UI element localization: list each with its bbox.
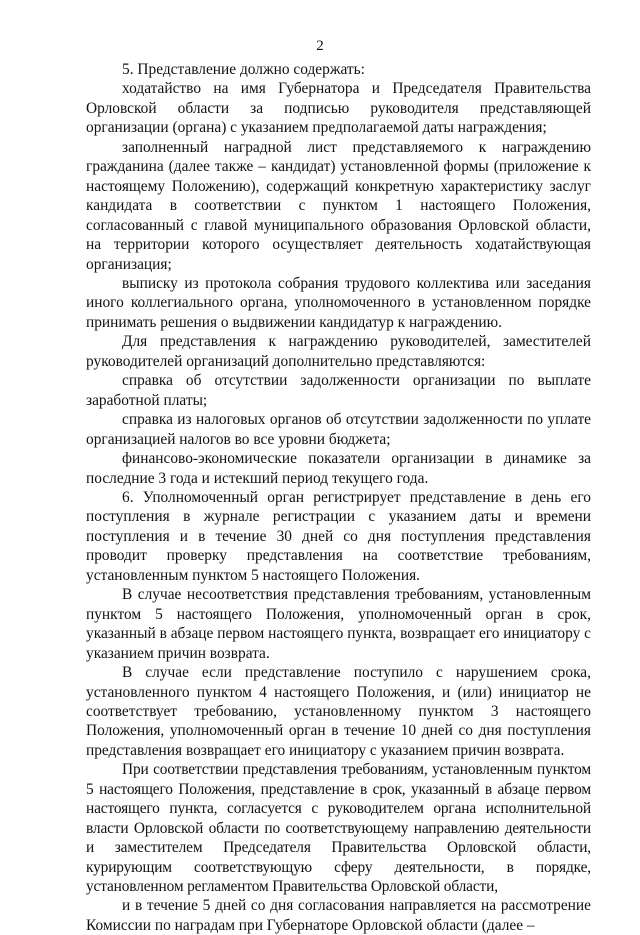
paragraph-award-sheet: заполненный наградной лист представляемого к награждению гражданина (далее также – кандидат) установленной формы (приложение к настоящему Положению), содержащий конкретную характеристику заслуг кандидата в соответствии с пунктом 1 настоящего Положения, согласованный с главой муниципального образования Орловской области, на территории которого осуществляет деятельность ходатайствующая организация; xyxy=(86,138,591,273)
paragraph-salary-certificate: справка об отсутствии задолженности организации по выплате заработной платы; xyxy=(86,372,591,409)
paragraph-petition: ходатайство на имя Губернатора и Председателя Правительства Орловской области за подписью руководителя представляющей организации (органа) с указанием предполагаемой даты награждения; xyxy=(86,80,591,137)
paragraph-managers-additional: Для представления к награждению руководителей, заместителей руководителей организаций дополнительно представляются: xyxy=(86,333,591,370)
document-body xyxy=(86,60,591,935)
paragraph-protocol-extract: выписку из протокола собрания трудового коллектива или заседания иного коллегиального органа, уполномоченного в установленном порядке принимать решения о выдвижении кандидатур к награждению. xyxy=(86,274,591,331)
paragraph-6-registration: 6. Уполномоченный орган регистрирует представление в день его поступления в журнале регистрации с указанием даты и времени поступления и в течение 30 дней со дня поступления представления проводит проверку представления на соответствие требованиям, установленным пунктом 5 настоящего Положения. xyxy=(86,488,591,584)
paragraph-commission-referral: и в течение 5 дней со дня согласования направляется на рассмотрение Комиссии по наградам при Губернаторе Орловской области (далее – xyxy=(86,897,591,934)
paragraph-tax-certificate: справка из налоговых органов об отсутствии задолженности по уплате организацией налогов во все уровни бюджета; xyxy=(86,411,591,448)
paragraph-financial-indicators: финансово-экономические показатели организации в динамике за последние 3 года и истекший период текущего года. xyxy=(86,450,591,487)
paragraph-mismatch-return: В случае несоответствия представления требованиям, установленным пунктом 5 настоящего Положения, уполномоченный орган в срок, указанный в абзаце первом настоящего пункта, возвращает его инициатору с указанием причин возврата. xyxy=(86,586,591,662)
page-number: 2 xyxy=(316,38,324,54)
paragraph-approval: При соответствии представления требованиям, установленным пунктом 5 настоящего Положения, представление в срок, указанный в абзаце первом настоящего пункта, согласуется с руководителем органа исполнительной власти Орловской области по соответствующему направлению деятельности и заместителем Председателя Правительства Орловской области, курирующим соответствующую сферу деятельности, в порядке, установленном регламентом Правительства Орловской области, xyxy=(86,761,591,896)
paragraph-late-return: В случае если представление поступило с нарушением срока, установленного пунктом 4 настоящего Положения, и (или) инициатор не соответствует требованию, установленному пунктом 3 настоящего Положения, уполномоченный орган в течение 10 дней со дня поступления представления возвращает его инициатору с указанием причин возврата. xyxy=(86,664,591,759)
paragraph-5-intro: 5. Представление должно содержать: xyxy=(122,61,365,78)
